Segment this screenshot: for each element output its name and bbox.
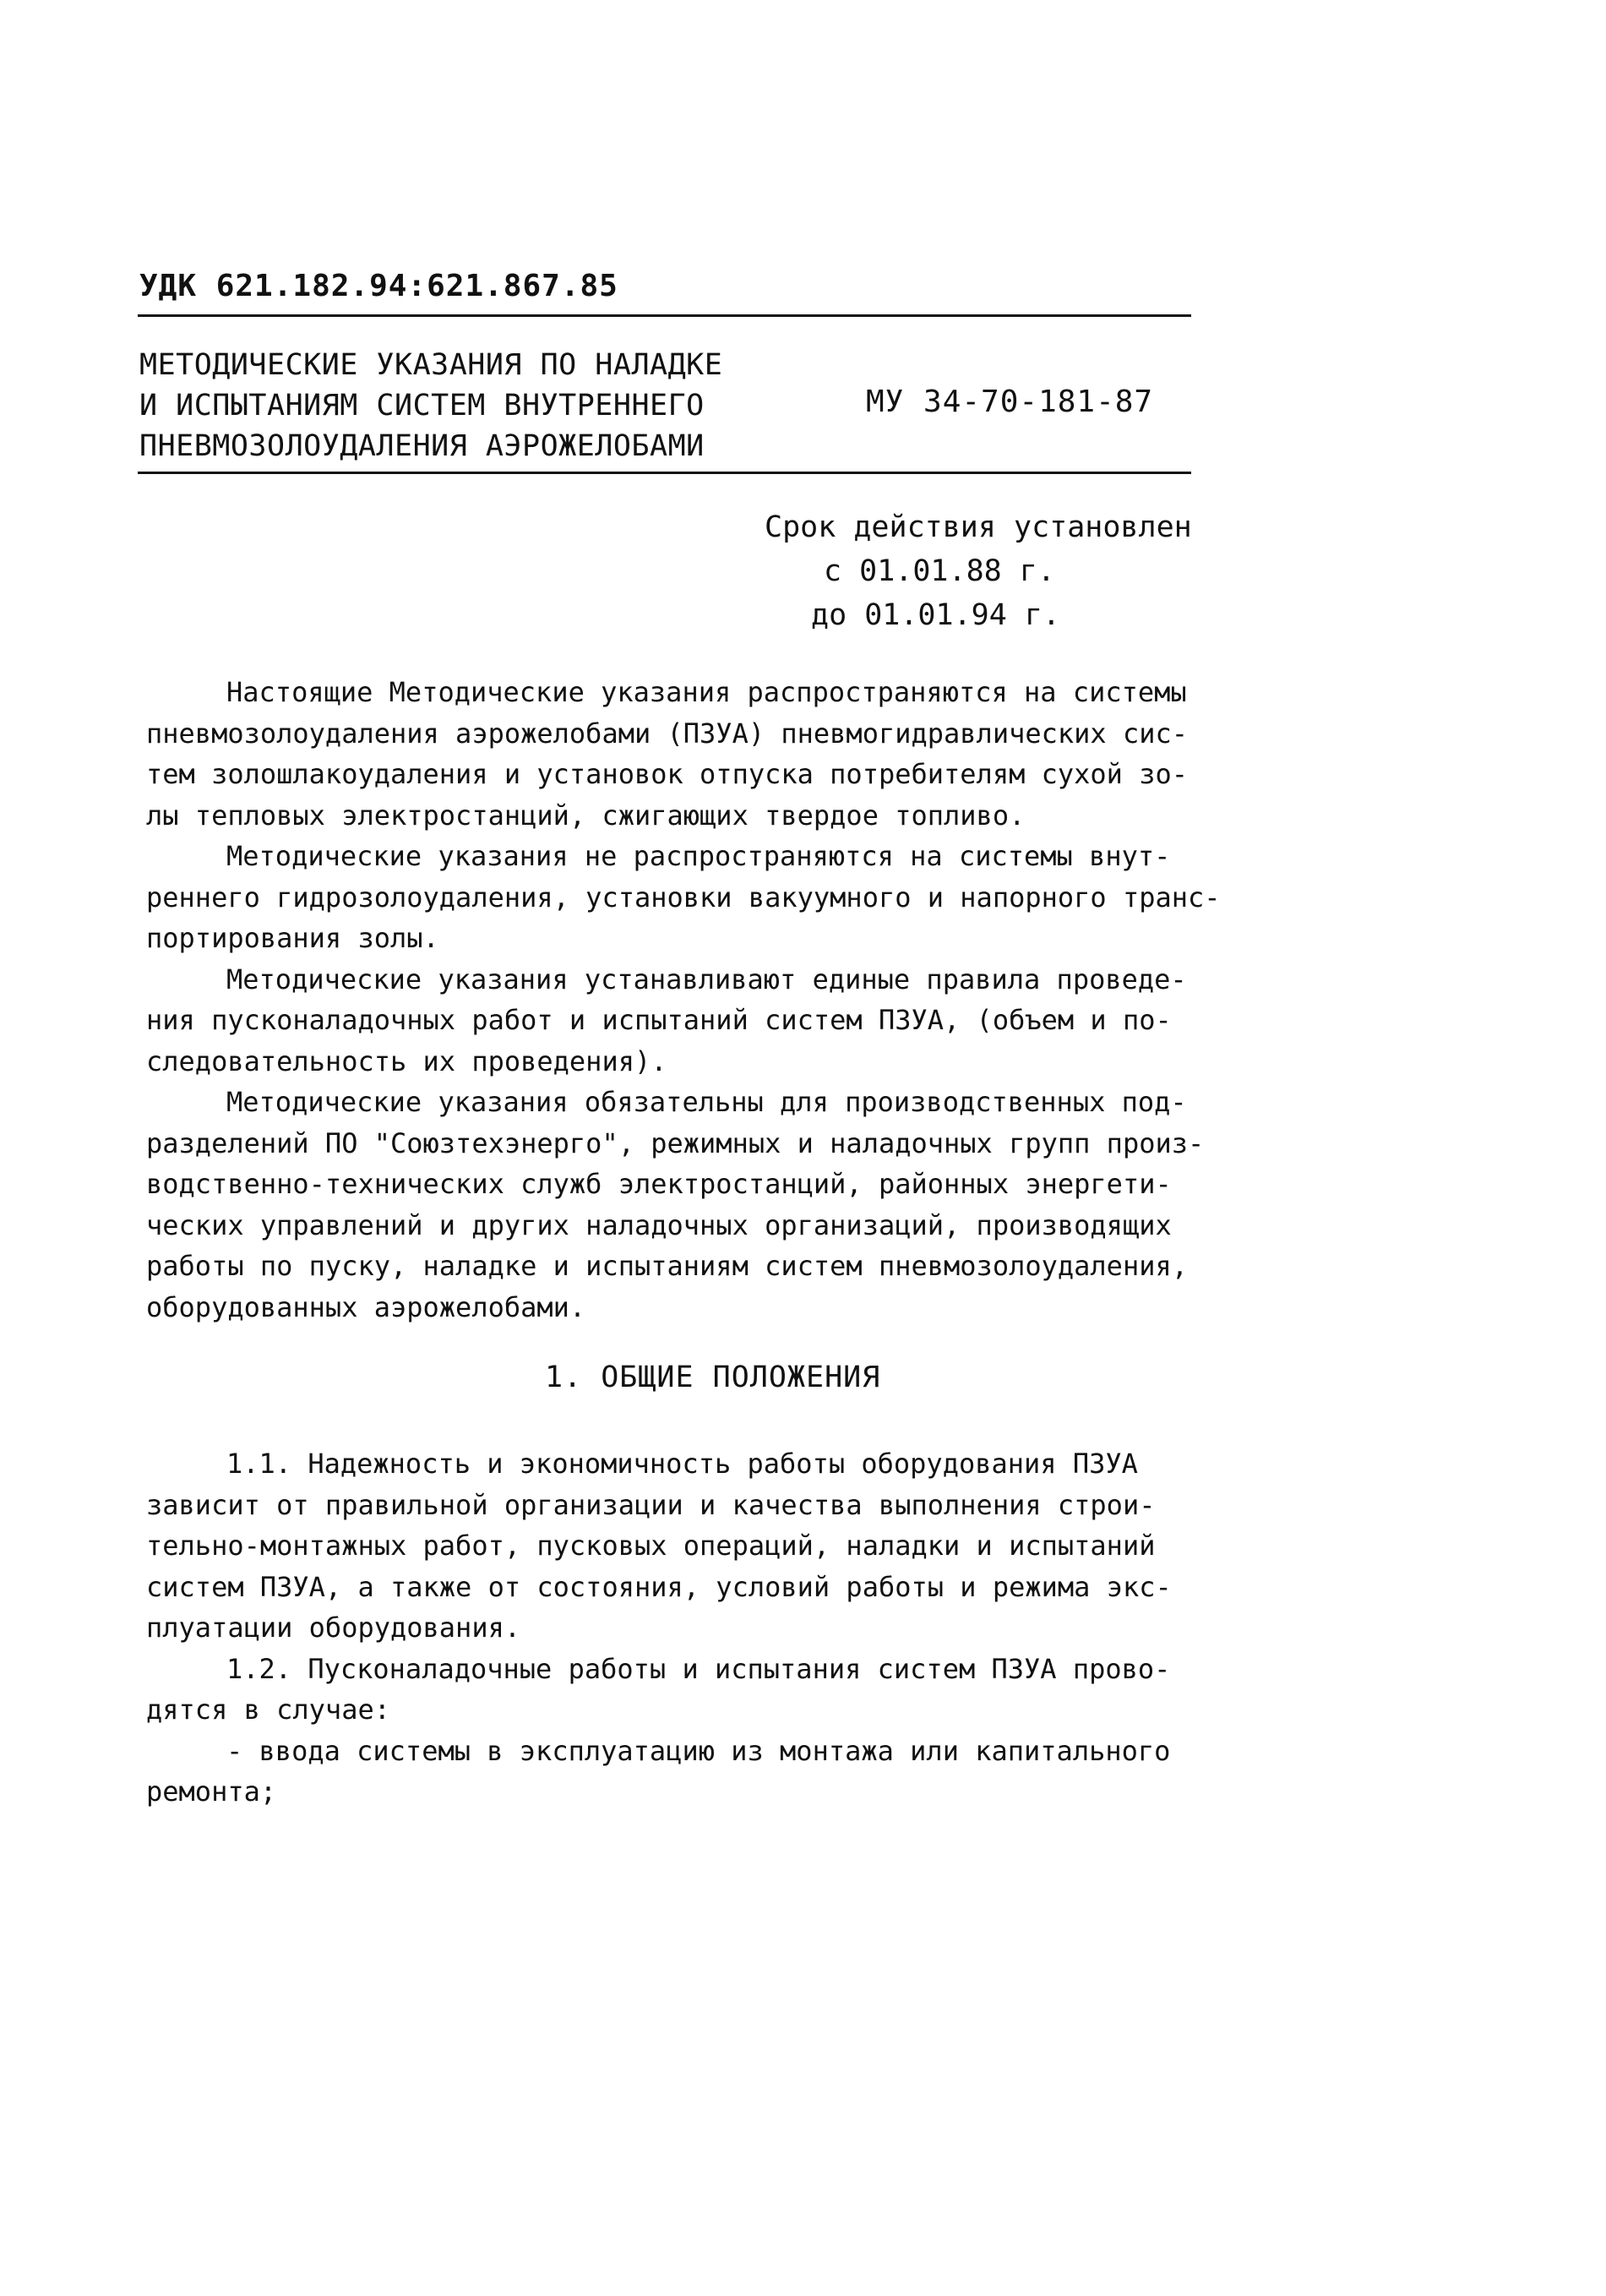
text-line: оборудованных аэрожелобами. (146, 1290, 586, 1323)
intro-paragraph-1 (146, 672, 1244, 836)
text-line: зависит от правильной организации и качества выполнения строи- (146, 1488, 1156, 1521)
text-line: Методические указания не распространяются на системы внут- (226, 840, 1171, 872)
text-line: дятся в случае: (146, 1693, 390, 1726)
udk-code: УДК 621.182.94:621.867.85 (139, 269, 618, 303)
document-code: МУ 34-70-181-87 (866, 384, 1154, 419)
text-line: тем золошлакоудаления и установок отпуска потребителям сухой зо- (146, 758, 1188, 790)
text-line: портирования золы. (146, 922, 439, 954)
text-line: - ввода системы в эксплуатацию из монтажа или капитального (226, 1734, 1171, 1767)
text-line: ческих управлений и других наладочных организаций, производящих (146, 1208, 1172, 1241)
document-title (139, 345, 781, 466)
validity-block (765, 505, 1192, 637)
validity-from: с 01.01.88 г. (824, 554, 1055, 588)
intro-paragraph-4 (146, 1082, 1244, 1328)
validity-to: до 01.01.94 г. (811, 598, 1061, 632)
text-line: Методические указания устанавливают единые правила проведе- (226, 963, 1187, 995)
section-heading: 1. ОБЩИЕ ПОЛОЖЕНИЯ (545, 1361, 881, 1394)
section-1-text (146, 1443, 1244, 1813)
header-bottom-rule (138, 472, 1191, 474)
text-line: реннего гидрозолоудаления, установки вакуумного и напорного транс- (146, 881, 1221, 913)
title-line: МЕТОДИЧЕСКИЕ УКАЗАНИЯ ПО НАЛАДКЕ (139, 348, 723, 382)
text-line: Методические указания обязательны для производственных под- (226, 1086, 1187, 1118)
text-line: Настоящие Методические указания распространяются на системы (226, 676, 1187, 708)
clause-1-2 (146, 1649, 1244, 1731)
text-line: пневмозолоудаления аэрожелобами (ПЗУА) пневмогидравлических сис- (146, 717, 1188, 750)
text-line: водственно-технических служб электростанций, районных энергети- (146, 1168, 1172, 1200)
intro-text (146, 672, 1244, 1328)
text-line: ния пусконаладочных работ и испытаний систем ПЗУА, (объем и по- (146, 1004, 1172, 1036)
text-line: следовательность их проведения). (146, 1044, 667, 1077)
intro-paragraph-3 (146, 959, 1244, 1083)
title-line: И ИСПЫТАНИЯМ СИСТЕМ ВНУТРЕННЕГО (139, 389, 705, 423)
text-line: тельно-монтажных работ, пусковых операций, наладки и испытаний (146, 1530, 1156, 1562)
header-top-rule (138, 314, 1191, 317)
text-line: лы тепловых электростанций, сжигающих твердое топливо. (146, 799, 1026, 832)
text-line: работы по пуску, наладке и испытаниям систем пневмозолоудаления, (146, 1250, 1188, 1282)
intro-paragraph-2 (146, 836, 1244, 959)
text-line: разделений ПО "Союзтехэнерго", режимных и наладочных групп произ- (146, 1126, 1205, 1159)
text-line: 1.2. Пусконаладочные работы и испытания систем ПЗУА прово- (226, 1652, 1171, 1685)
text-line: 1.1. Надежность и экономичность работы оборудования ПЗУА (226, 1448, 1138, 1480)
text-line: систем ПЗУА, а также от состояния, условий работы и режима экс- (146, 1570, 1172, 1603)
clause-1-2-item-1 (146, 1731, 1244, 1813)
text-line: плуатации оборудования. (146, 1612, 521, 1644)
clause-1-1 (146, 1443, 1244, 1649)
validity-label: Срок действия установлен (765, 510, 1192, 544)
text-line: ремонта; (146, 1775, 277, 1808)
title-line: ПНЕВМОЗОЛОУДАЛЕНИЯ АЭРОЖЕЛОБАМИ (139, 429, 705, 463)
